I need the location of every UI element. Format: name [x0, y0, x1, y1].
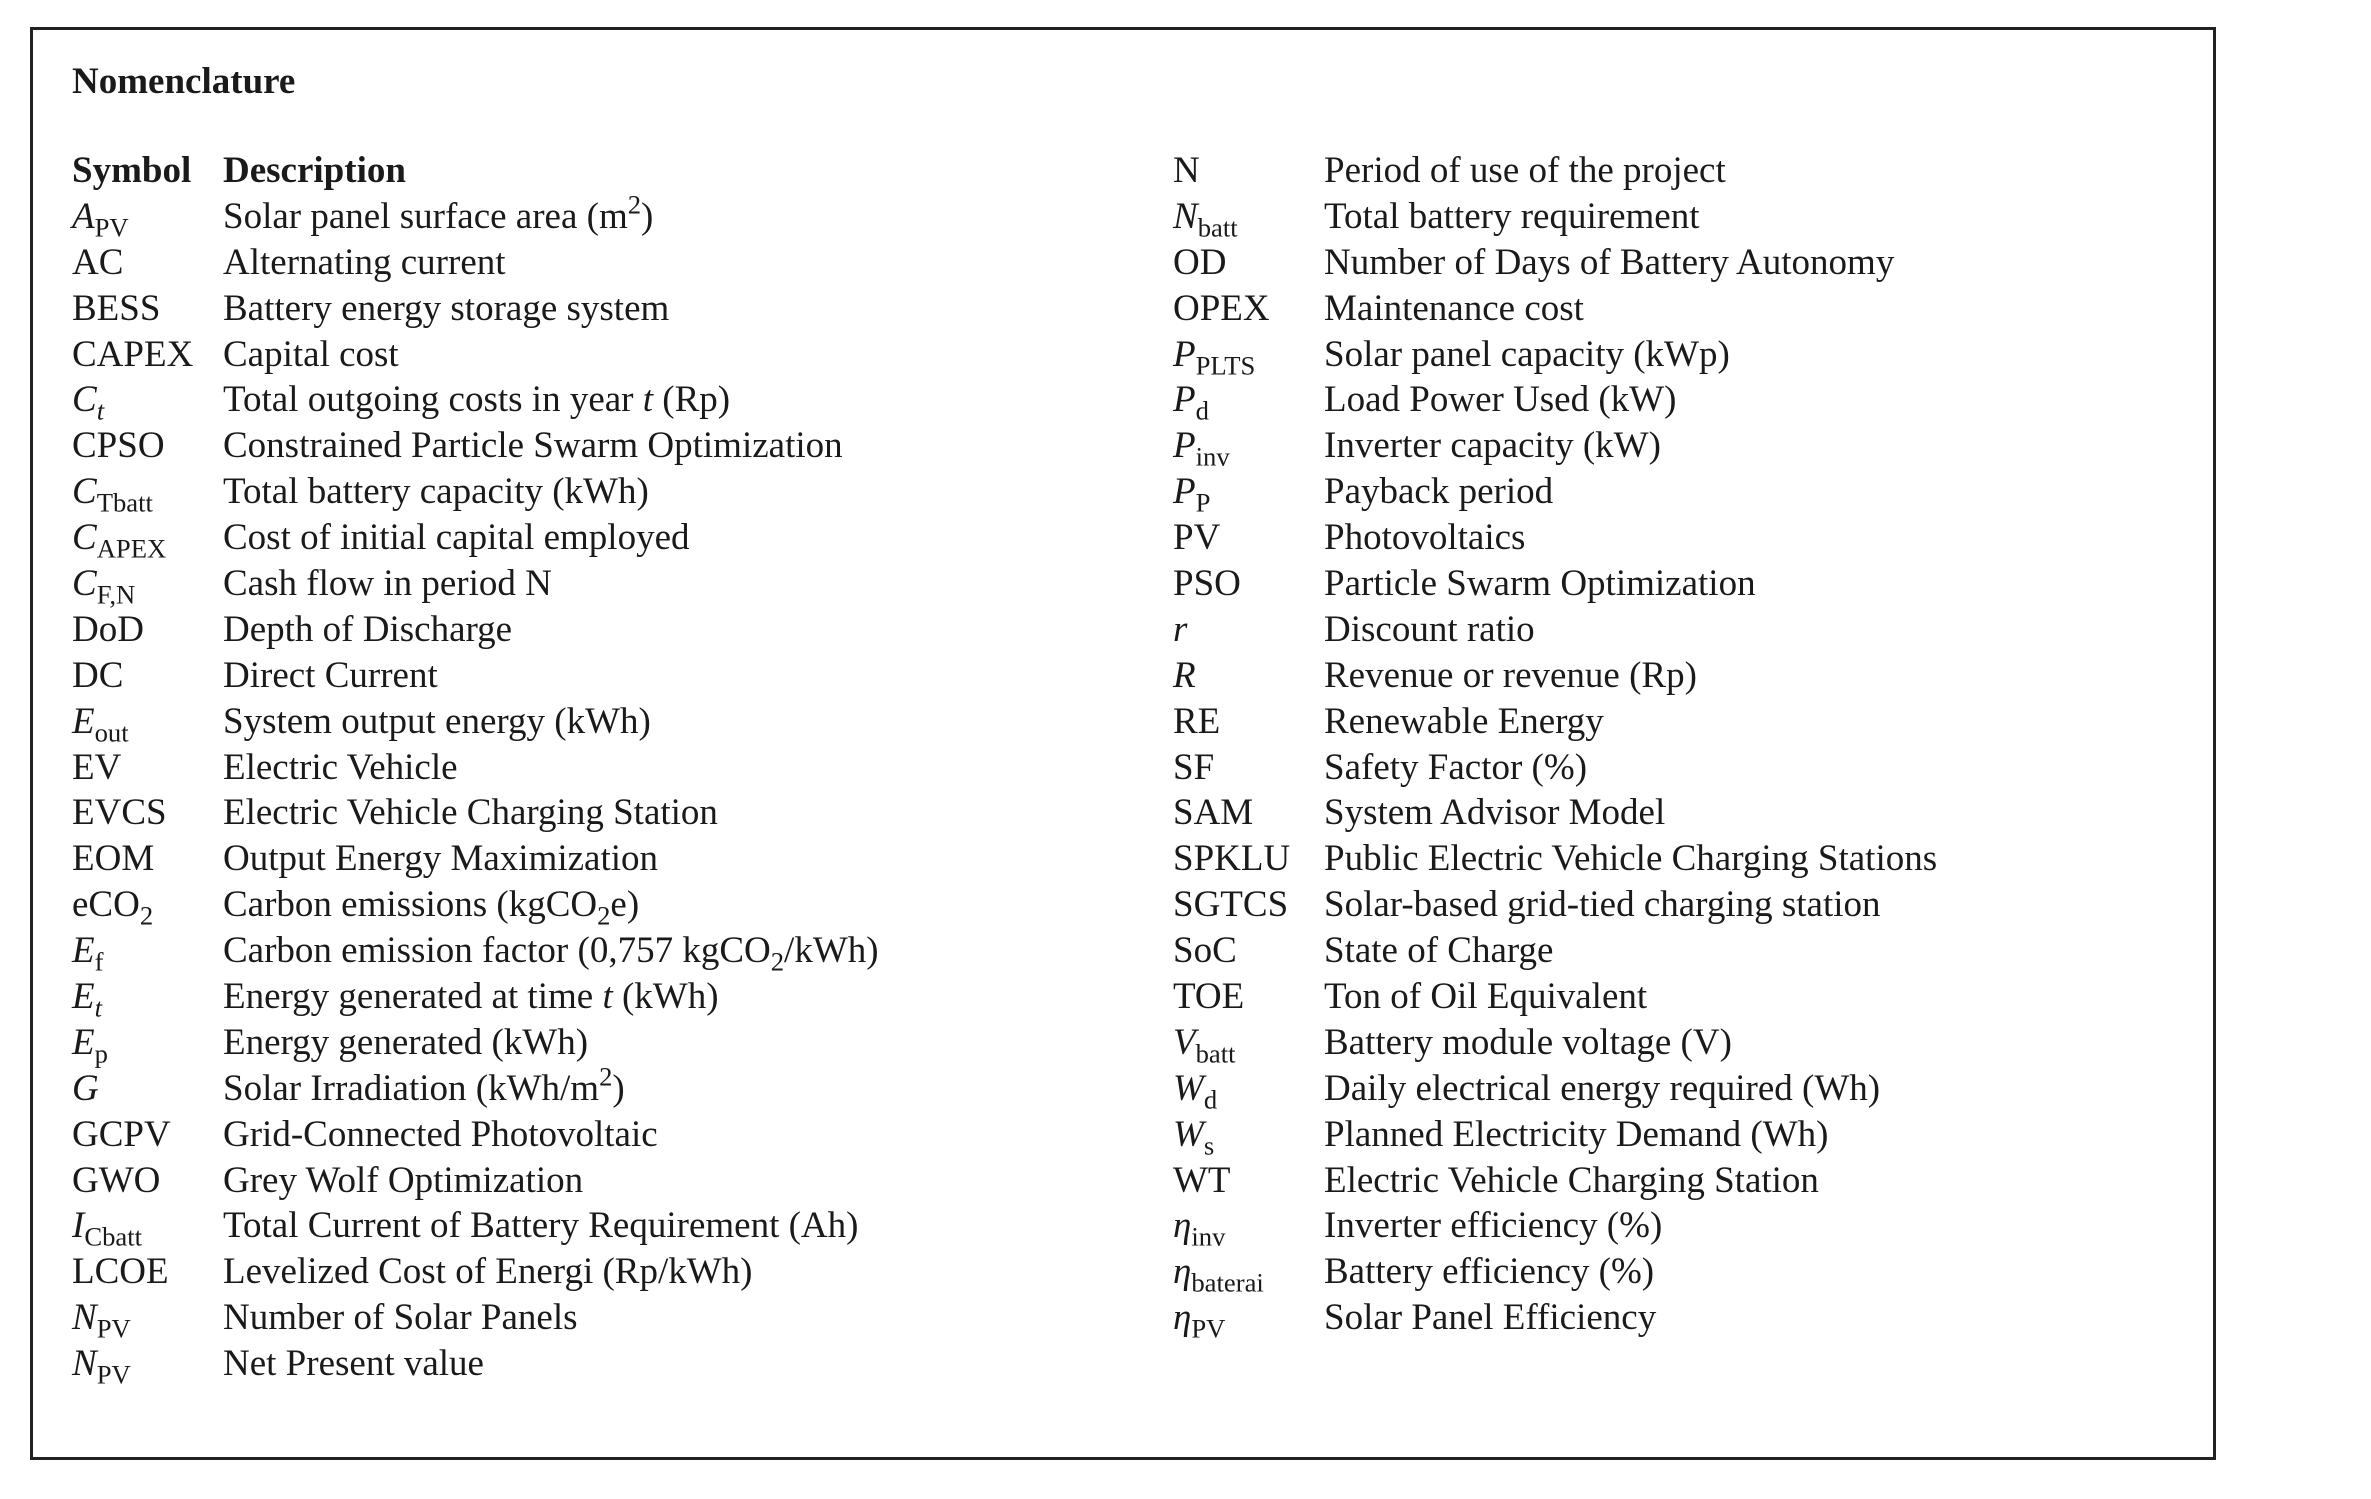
- description: Revenue or revenue (Rp): [1324, 654, 1697, 696]
- description: Total Current of Battery Requirement (Ah): [223, 1205, 859, 1247]
- symbol: DoD: [72, 608, 144, 650]
- symbol: $W_d$: [1173, 1067, 1218, 1115]
- symbol: AC: [72, 241, 124, 283]
- description: Solar Panel Efficiency: [1324, 1297, 1657, 1339]
- description: Alternating current: [223, 241, 506, 283]
- symbol: $E_t$: [72, 976, 103, 1023]
- symbol: DC: [72, 654, 124, 696]
- description: Constrained Particle Swarm Optimization: [223, 425, 843, 467]
- description: Direct Current: [223, 654, 438, 696]
- description: Battery module voltage (V): [1324, 1021, 1732, 1063]
- symbol: r: [1173, 608, 1188, 650]
- symbol: $N_{PV}$: [72, 1343, 131, 1390]
- description: Number of Solar Panels: [223, 1297, 578, 1339]
- description: Electric Vehicle: [223, 746, 458, 788]
- symbol: PV: [1173, 517, 1221, 559]
- symbol: GCPV: [72, 1113, 171, 1155]
- symbol: EVCS: [72, 792, 167, 834]
- description: Grid-Connected Photovoltaic: [223, 1113, 658, 1155]
- description: Solar-based grid-tied charging station: [1324, 884, 1881, 926]
- symbol-header: Symbol: [72, 150, 192, 191]
- description: Daily electrical energy required (Wh): [1324, 1067, 1881, 1109]
- description: Electric Vehicle Charging Station: [223, 792, 718, 834]
- description: Net Present value: [223, 1343, 484, 1385]
- symbol: $C_t$: [72, 379, 105, 426]
- description: Depth of Discharge: [223, 608, 513, 650]
- symbol: $N_{PV}$: [72, 1297, 131, 1344]
- symbol: $P_{inv}$: [1173, 425, 1230, 472]
- symbol: $P_d$: [1173, 379, 1209, 426]
- symbol: CAPEX: [72, 333, 194, 375]
- symbol: OPEX: [1173, 287, 1270, 329]
- description: Solar panel surface area $(m^2)$: [223, 189, 654, 237]
- symbol: $C_{Tbatt}$: [72, 471, 153, 518]
- symbol: $N_{batt}$: [1173, 195, 1238, 243]
- description: Load Power Used (kW): [1324, 379, 1677, 421]
- nomenclature-title: Nomenclature: [72, 61, 296, 102]
- description: Levelized Cost of Energi (Rp/kWh): [223, 1251, 753, 1293]
- description: Energy generated (kWh): [223, 1021, 589, 1063]
- symbol: $C_{APEX}$: [72, 517, 167, 564]
- symbol: BESS: [72, 287, 161, 329]
- symbol: $C_{F,N}$: [72, 563, 136, 610]
- description: Total outgoing costs in year t (Rp): [223, 379, 731, 421]
- symbol: $\eta_{PV}$: [1173, 1297, 1226, 1344]
- description: Renewable Energy: [1324, 700, 1604, 742]
- symbol: $\eta_{baterai}$: [1173, 1251, 1264, 1298]
- description: Cost of initial capital employed: [223, 517, 690, 559]
- symbol: G: [72, 1067, 99, 1109]
- description: Ton of Oil Equivalent: [1324, 976, 1648, 1018]
- symbol: $E_p$: [72, 1021, 108, 1069]
- description-header: Description: [223, 150, 406, 191]
- symbol: TOE: [1173, 976, 1245, 1018]
- description: Energy generated at time t (kWh): [223, 976, 719, 1018]
- description: Capital cost: [223, 333, 399, 375]
- symbol: GWO: [72, 1159, 161, 1201]
- description: State of Charge: [1324, 930, 1554, 972]
- description: Solar panel capacity (kWp): [1324, 333, 1730, 375]
- description: Safety Factor (%): [1324, 746, 1588, 788]
- symbol: $E_{out}$: [72, 700, 129, 748]
- symbol: SoC: [1173, 930, 1237, 972]
- symbol: SPKLU: [1173, 838, 1291, 880]
- description: Battery energy storage system: [223, 287, 670, 329]
- description: Carbon emissions (kgCO$_2$e): [223, 884, 640, 931]
- symbol: $W_s$: [1173, 1113, 1215, 1161]
- description: Payback period: [1324, 471, 1554, 513]
- symbol: WT: [1173, 1159, 1231, 1201]
- description: Electric Vehicle Charging Station: [1324, 1159, 1819, 1201]
- description: Grey Wolf Optimization: [223, 1159, 584, 1201]
- description: Total battery requirement: [1324, 195, 1700, 237]
- symbol: RE: [1173, 700, 1221, 742]
- description: Inverter capacity (kW): [1324, 425, 1661, 467]
- description: Total battery capacity (kWh): [223, 471, 649, 513]
- description: Solar Irradiation $(kWh/m^2)$: [223, 1061, 625, 1109]
- symbol: CPSO: [72, 425, 165, 467]
- description: Battery efficiency (%): [1324, 1251, 1655, 1293]
- symbol: $I_{Cbatt}$: [72, 1205, 143, 1252]
- description: Maintenance cost: [1324, 287, 1584, 329]
- symbol: eCO$_2$: [72, 884, 154, 931]
- symbol: EOM: [72, 838, 155, 880]
- symbol: SF: [1173, 746, 1215, 788]
- description: Period of use of the project: [1324, 150, 1726, 191]
- description: Planned Electricity Demand (Wh): [1324, 1113, 1829, 1155]
- symbol: $P_P$: [1173, 471, 1211, 518]
- description: Public Electric Vehicle Charging Stations: [1324, 838, 1938, 880]
- symbol: $V_{batt}$: [1173, 1021, 1236, 1069]
- description: Photovoltaics: [1324, 517, 1526, 559]
- symbol: LCOE: [72, 1251, 169, 1293]
- symbol: R: [1173, 654, 1196, 696]
- description: Particle Swarm Optimization: [1324, 563, 1756, 605]
- symbol: $E_f$: [72, 930, 104, 977]
- description: System output energy (kWh): [223, 700, 651, 742]
- description: System Advisor Model: [1324, 792, 1666, 834]
- symbol: N: [1173, 150, 1200, 191]
- description: Number of Days of Battery Autonomy: [1324, 241, 1895, 283]
- description: Output Energy Maximization: [223, 838, 659, 880]
- symbol: SAM: [1173, 792, 1254, 834]
- symbol: $\eta_{inv}$: [1173, 1205, 1226, 1252]
- symbol: $A_{PV}$: [72, 195, 129, 243]
- description: Discount ratio: [1324, 608, 1535, 650]
- symbol: SGTCS: [1173, 884, 1289, 926]
- description: Carbon emission factor (0,757 kgCO$_2$/kWh): [223, 930, 879, 977]
- symbol: $P_{PLTS}$: [1173, 333, 1256, 381]
- symbol: PSO: [1173, 563, 1241, 605]
- symbol: EV: [72, 746, 122, 788]
- description: Inverter efficiency (%): [1324, 1205, 1663, 1247]
- symbol: OD: [1173, 241, 1227, 283]
- description: Cash flow in period N: [223, 563, 552, 605]
